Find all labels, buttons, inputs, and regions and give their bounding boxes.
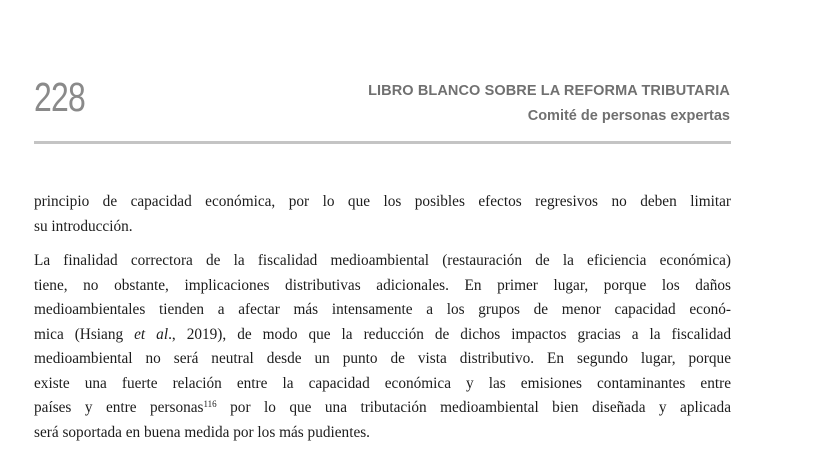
text-line xyxy=(34,323,731,348)
text-line: su introducción. xyxy=(34,217,133,235)
paragraph-2 xyxy=(34,249,731,445)
text-line: La finalidad correctora de la fiscalidad medioambiental (restauración de la eficiencia económica) xyxy=(34,252,731,269)
text-segment: ., 2019), de modo que la reducción de dichos impactos gracias a la fiscalidad xyxy=(168,325,732,343)
running-title xyxy=(368,80,730,127)
book-subtitle: Comité de personas expertas xyxy=(527,108,730,124)
paragraph-1 xyxy=(34,190,731,239)
text-line: medioambiental no será neutral desde un punto de vista distributivo. En segundo lugar, porque xyxy=(34,350,731,367)
text-line: principio de capacidad económica, por lo que los posibles efectos regresivos no deben limitar xyxy=(34,193,731,210)
text-segment: por lo que una tributación medioambiental bien diseñada y aplicada xyxy=(216,399,731,416)
text-line xyxy=(34,396,731,421)
page-header xyxy=(0,0,828,150)
text-segment: mica (Hsiang xyxy=(34,325,135,343)
book-title: LIBRO BLANCO SOBRE LA REFORMA TRIBUTARIA xyxy=(368,83,730,99)
page-number: 228 xyxy=(34,74,86,120)
text-segment: países y entre personas xyxy=(34,399,204,416)
text-line: medioambientales tienden a afectar más intensamente a los grupos de menor capacidad econó- xyxy=(34,301,731,318)
citation-italic: et al xyxy=(134,325,169,343)
body-text xyxy=(34,190,731,455)
header-divider xyxy=(34,141,731,144)
text-line: existe una fuerte relación entre la capacidad económica y las emisiones contaminantes entre xyxy=(34,374,731,392)
footnote-reference[interactable]: 116 xyxy=(203,399,217,409)
text-line: será soportada en buena medida por los más pudientes. xyxy=(34,423,371,441)
text-line: tiene, no obstante, implicaciones distributivas adicionales. En primer lugar, porque los daños xyxy=(34,276,731,294)
